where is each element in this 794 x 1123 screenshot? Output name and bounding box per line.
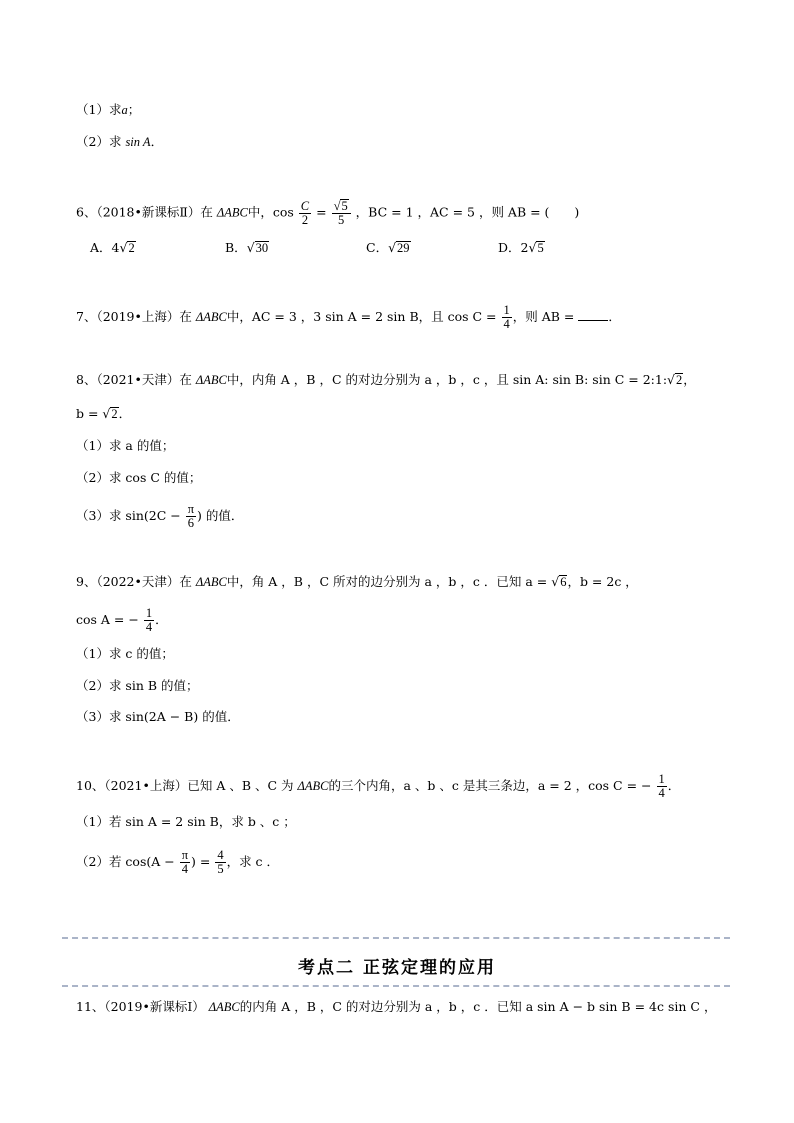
q8-frac: $\frac{\pi}{6}$ <box>187 502 195 530</box>
q6-frac-rhs: $\frac{√5}{5}$ <box>332 199 351 227</box>
q6-stem: 6、（2018•新课标Ⅱ）在 ΔABC中，cos $\frac{C}{2}$ = $\frac{√5}{5}$ ，BC = 1 ，AC = 5 ，则 AB = ( ) <box>76 198 580 227</box>
q6-frac-lhs: $\frac{C}{2}$ <box>300 198 310 227</box>
q8-stem-line1: 8、（2021•天津）在 ΔABC中，内角 A ，B ，C 的对边分别为 a ，b ，c ，且 sin A: sin B: sin C = 2:1:√2， <box>76 372 696 387</box>
section-title: 考点二 正弦定理的应用 <box>298 958 496 978</box>
q8-sub1: （1）求 a 的值； <box>76 438 175 453</box>
q9-sub2: （2）求 sin B 的值； <box>76 678 199 693</box>
q10-sub2: （2）若 cos(A − $\frac{\pi}{4}$ ) = $\frac{4}{5}$ ，求 c ． <box>76 848 280 876</box>
q9-sub1: （1）求 c 的值； <box>76 646 174 661</box>
q7-stem: 7、（2019•上海）在 ΔABC中，AC = 3 ，3 sin A = 2 sin B，且 cos C = $\frac{1}{4}$ ，则 AB = ． <box>76 303 621 331</box>
q8-stem-line2: b = √2． <box>76 406 132 421</box>
q8-sub2: （2）求 cos C 的值； <box>76 470 202 485</box>
q5-sub2: （2）求 sin A． <box>76 134 164 149</box>
q6-option-c: C．√29 <box>366 240 410 255</box>
q9-frac: $\frac{1}{4}$ <box>145 606 153 634</box>
section-divider-top <box>62 937 730 939</box>
q10-stem: 10、（2021•上海）已知 A 、B 、C 为 ΔABC的三个内角，a 、b 、c 是其三条边，a = 2 ，cos C = − $\frac{1}{4}$ ． <box>76 772 681 800</box>
q10-sub1: （1）若 sin A = 2 sin B，求 b 、c ； <box>76 814 296 829</box>
q10-frac-1: $\frac{\pi}{4}$ <box>181 848 189 876</box>
q9-stem-line1: 9、（2022•天津）在 ΔABC中，角 A ，B ，C 所对的边分别为 a ，b ，c ．已知 a = √6，b = 2c ， <box>76 574 638 589</box>
q11-stem: 11、（2019•新课标Ⅰ） ΔABC的内角 A ，B ，C 的对边分别为 a ，b ，c ．已知 a sin A − b sin B = 4c sin C ， <box>76 999 717 1014</box>
q7-frac: $\frac{1}{4}$ <box>503 303 510 331</box>
q10-frac: $\frac{1}{4}$ <box>658 772 665 800</box>
q6-option-a: A．4√2 <box>90 240 135 255</box>
q9-sub3: （3）求 sin(2A − B) 的值． <box>76 709 240 724</box>
section-divider-bottom <box>62 985 730 987</box>
q9-stem-line2: cos A = − $\frac{1}{4}$ ． <box>76 606 168 634</box>
q6-option-d: D．2√5 <box>498 240 544 255</box>
q8-sub3: （3）求 sin(2C − $\frac{\pi}{6}$ ) 的值． <box>76 502 244 530</box>
q10-frac-2: $\frac{4}{5}$ <box>217 848 224 876</box>
q6-option-b: B．√30 <box>225 240 269 255</box>
answer-blank <box>578 320 608 321</box>
q5-sub1: （1）求a； <box>76 102 141 117</box>
